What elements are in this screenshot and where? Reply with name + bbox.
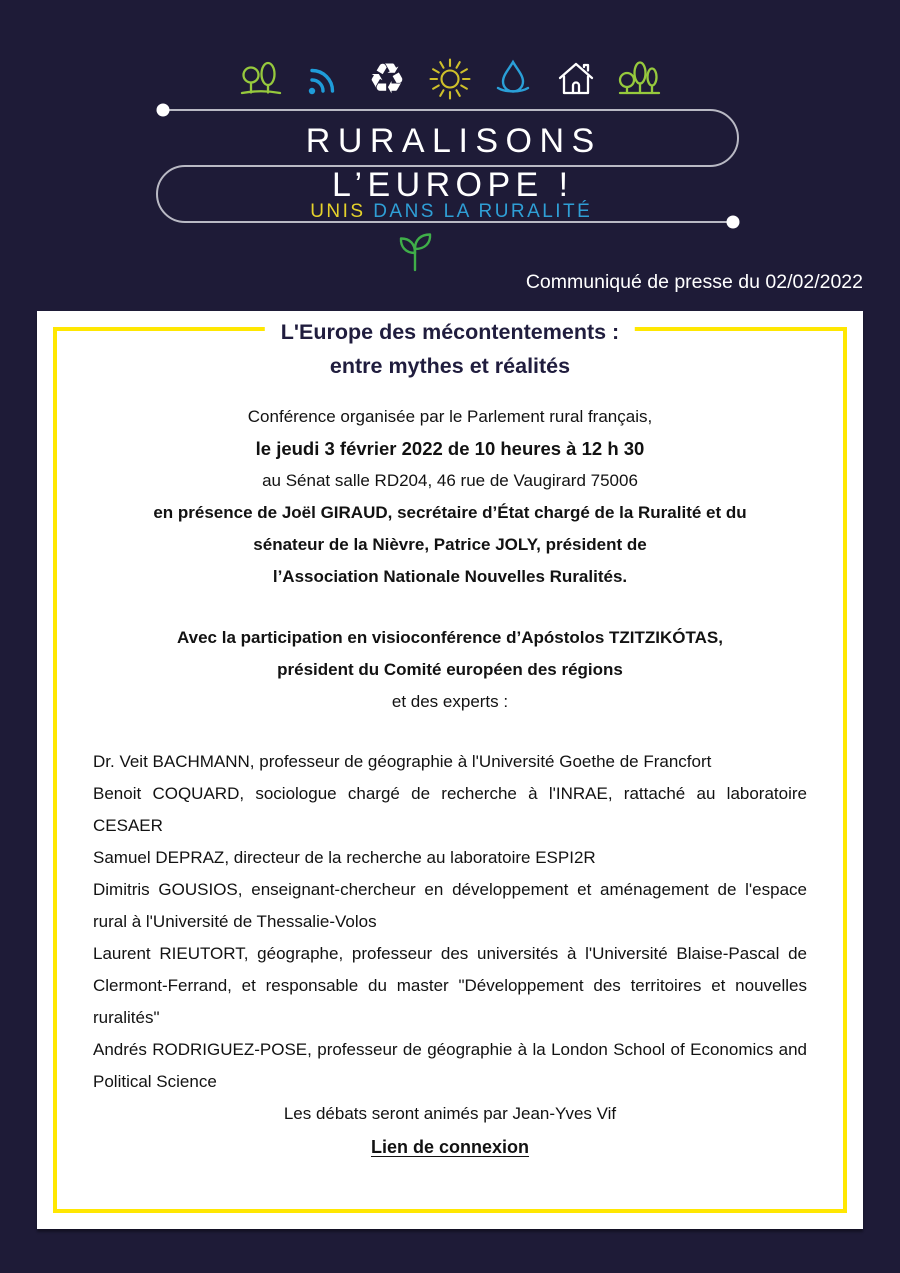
connection-link[interactable]: Lien de connexion <box>370 1137 530 1157</box>
expert-item: Andrés RODRIGUEZ-POSE, professeur de géographie à la London School of Economics and Political Science <box>93 1040 807 1091</box>
wifi-icon <box>301 56 347 102</box>
tagline-unis: UNIS <box>310 201 366 222</box>
moderator-line: Les débats seront animés par Jean-Yves Vif <box>283 1104 617 1123</box>
expert-item: Dr. Veit BACHMANN, professeur de géographie à l'Université Goethe de Francfort <box>93 752 712 771</box>
document-content <box>57 331 843 1209</box>
trees-icon <box>616 56 662 102</box>
theme-icons-row <box>0 56 900 102</box>
expert-item: Dimitris GOUSIOS, enseignant-chercheur en développement et aménagement de l'espace rural à l'Université de Thessalie-Volos <box>93 880 807 931</box>
expert-item: Laurent RIEUTORT, géographe, professeur des universités à l'Université Blaise-Pascal de Clermont-Ferrand, et responsable du master "Développement des territoires et nouvelles ruralités" <box>93 944 807 1027</box>
expert-item: Samuel DEPRAZ, directeur de la recherche au laboratoire ESPI2R <box>93 848 596 867</box>
document-page <box>37 311 863 1229</box>
intro-organizer: Conférence organisée par le Parlement rural français, <box>247 407 653 426</box>
participation-block <box>93 622 807 718</box>
logo-title-europe: L’EUROPE ! <box>331 166 574 204</box>
connection-link-row <box>93 1131 807 1164</box>
experts-intro: et des experts : <box>391 692 509 711</box>
presence-line: sénateur de la Nièvre, Patrice JOLY, président de <box>253 535 647 554</box>
sun-icon <box>427 56 473 102</box>
tagline-rest: DANS LA RURALITÉ <box>365 201 593 222</box>
presence-line: en présence de Joël GIRAUD, secrétaire d’État chargé de la Ruralité et du <box>153 503 747 522</box>
water-drop-icon <box>490 56 536 102</box>
intro-location: au Sénat salle RD204, 46 rue de Vaugirard 75006 <box>262 471 638 490</box>
conference-intro <box>93 401 807 593</box>
header <box>0 0 900 311</box>
presence-line: l’Association Nationale Nouvelles Ruralités. <box>272 567 628 586</box>
intro-date: le jeudi 3 février 2022 de 10 heures à 12 h 30 <box>255 438 645 459</box>
expert-item: Benoit COQUARD, sociologue chargé de recherche à l'INRAE, rattaché au laboratoire CESAER <box>93 784 807 835</box>
yellow-frame <box>53 320 847 1213</box>
participation-line: président du Comité européen des régions <box>277 660 623 679</box>
participation-line: Avec la participation en visioconférence d’Apóstolos TZITZIKÓTAS, <box>177 628 723 647</box>
document-title-line1: L'Europe des mécontentements : <box>280 320 620 344</box>
recycle-icon: ♻ <box>368 54 406 103</box>
logo-tagline <box>0 201 900 223</box>
document-title-line2: entre mythes et réalités <box>329 354 571 378</box>
experts-list <box>93 746 807 1098</box>
logo-title-ruralisons: RURALISONS <box>305 122 602 160</box>
press-release-date: Communiqué de presse du 02/02/2022 <box>525 271 863 293</box>
house-icon <box>553 56 599 102</box>
sprout-icon <box>394 229 438 273</box>
trees-icon <box>238 56 284 102</box>
